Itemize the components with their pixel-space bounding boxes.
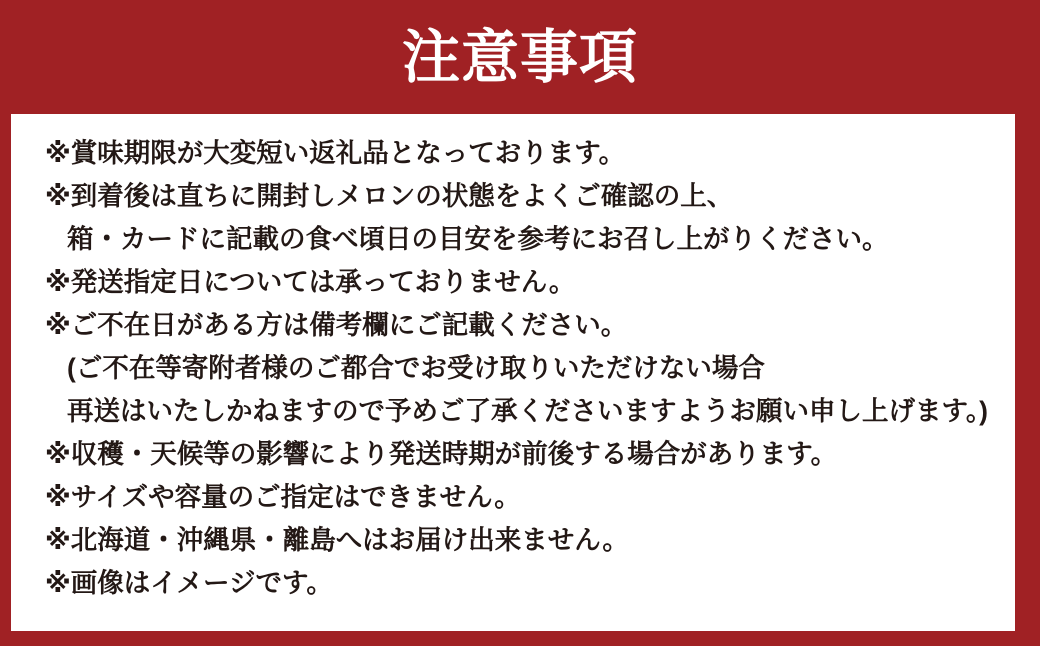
page-title: 注意事項 <box>401 25 638 90</box>
note-line: ※発送指定日については承っておりません。 <box>45 267 576 297</box>
note-line: ※画像はイメージです。 <box>45 568 333 598</box>
header-band <box>0 0 1040 114</box>
note-line: 再送はいたしかねますので予めご了承くださいますようお願い申し上げます。) <box>67 396 988 426</box>
note-line: 箱・カードに記載の食べ頃日の目安を参考にお召し上がりください。 <box>67 224 889 254</box>
note-line: ※ご不在日がある方は備考欄にご記載ください。 <box>45 310 628 340</box>
note-list <box>45 132 1003 605</box>
note-line: ※賞味期限が大変短い返礼品となっております。 <box>45 138 626 168</box>
note-line: (ご不在等寄附者様のご都合でお受け取りいただけない場合 <box>67 353 765 383</box>
note-line: ※北海道・沖縄県・離島へはお届け出来ません。 <box>45 525 629 555</box>
note-line: ※サイズや容量のご指定はできません。 <box>45 482 521 512</box>
note-line: ※収穫・天候等の影響により発送時期が前後する場合があります。 <box>45 439 838 469</box>
notice-panel <box>11 114 1015 631</box>
note-line: ※到着後は直ちに開封しメロンの状態をよくご確認の上、 <box>45 181 734 211</box>
